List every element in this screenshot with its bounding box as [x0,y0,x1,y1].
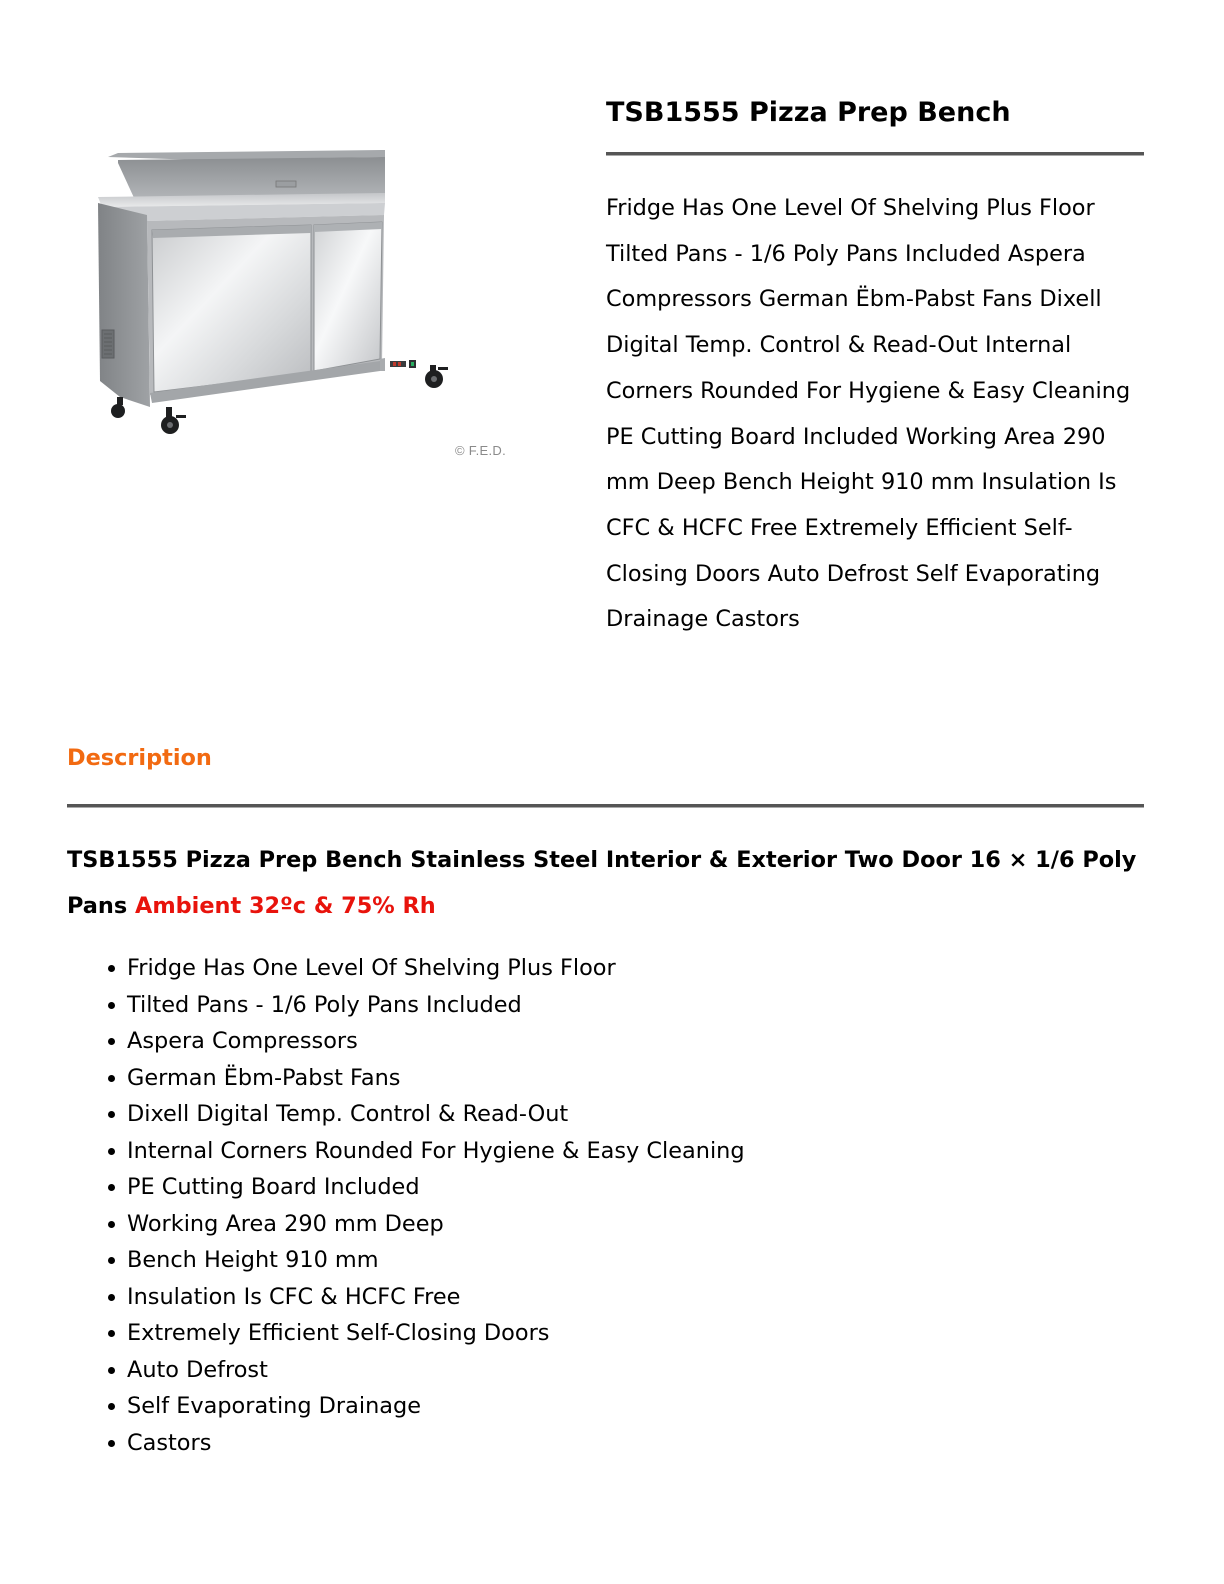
feature-item: Fridge Has One Level Of Shelving Plus Floor [127,950,745,987]
feature-list [67,950,745,1461]
description-divider [67,804,1144,808]
description-heading: Description [67,745,212,771]
description-title-highlight: Ambient 32ºc & 75% Rh [134,892,436,919]
image-copyright: © F.E.D. [455,443,506,458]
feature-item: PE Cutting Board Included [127,1169,745,1206]
feature-item: Bench Height 910 mm [127,1242,745,1279]
description-title [67,838,1157,929]
product-title: TSB1555 Pizza Prep Bench [606,97,1011,128]
feature-item: Aspera Compressors [127,1023,745,1060]
feature-item: Internal Corners Rounded For Hygiene & Easy Cleaning [127,1133,745,1170]
feature-item: Auto Defrost [127,1352,745,1389]
feature-item: Dixell Digital Temp. Control & Read-Out [127,1096,745,1133]
feature-item: Tilted Pans - 1/6 Poly Pans Included [127,987,745,1024]
description-title-main: TSB1555 Pizza Prep Bench Stainless Steel Interior & Exterior Two Door 16 × 1/6 Poly Pans [67,847,1137,919]
feature-item: Insulation Is CFC & HCFC Free [127,1279,745,1316]
feature-item: Castors [127,1425,745,1462]
feature-item: Self Evaporating Drainage [127,1388,745,1425]
product-summary: Fridge Has One Level Of Shelving Plus Floor Tilted Pans - 1/6 Poly Pans Included Aspera Compressors German Ëbm-Pabst Fans Dixell Digital Temp. Control & Read-Out Internal Corners Rounded For Hygiene & Easy Cleaning PE Cutting Board Included Working Area 290 mm Deep Bench Height 910 mm Insulation Is CFC & HCFC Free Extremely Efficient Self-Closing Doors Auto Defrost Self Evaporating Drainage Castors [606,195,1131,633]
product-image [80,135,520,470]
feature-item: German Ëbm-Pabst Fans [127,1060,745,1097]
title-divider [606,152,1144,156]
feature-item: Extremely Efficient Self-Closing Doors [127,1315,745,1352]
feature-item: Working Area 290 mm Deep [127,1206,745,1243]
